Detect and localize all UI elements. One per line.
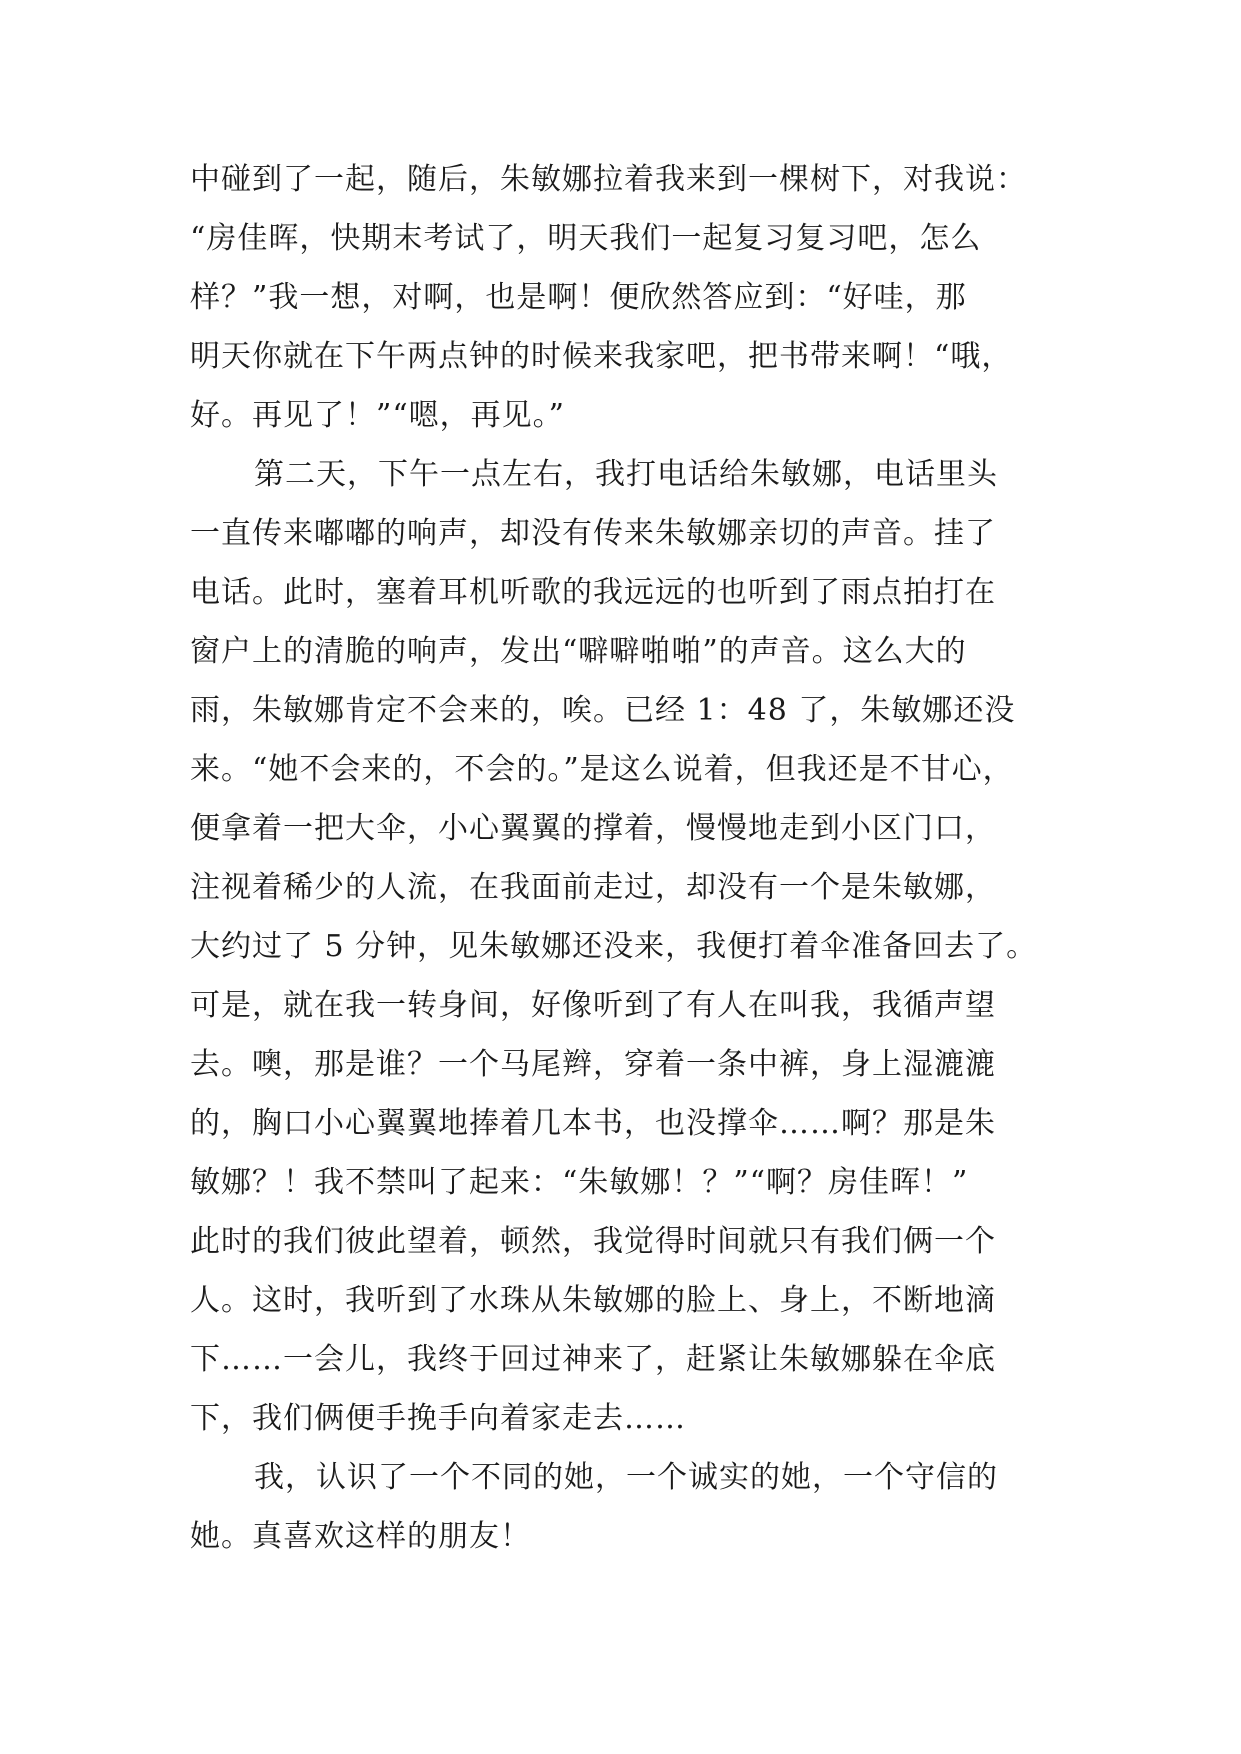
text-line: 下……一会儿，我终于回过神来了，赶紧让朱敏娜躲在伞底 [190,1342,996,1377]
text-line: 可是，就在我一转身间，好像听到了有人在叫我，我循声望 [190,988,996,1023]
text-line: 此时的我们彼此望着，顿然，我觉得时间就只有我们俩一个 [190,1224,996,1259]
text-line: 去。噢，那是谁？一个马尾辫，穿着一条中裤，身上湿漉漉 [190,1047,996,1082]
text-line: 下，我们俩便手挽手向着家走去…… [190,1401,686,1436]
text-line: 第二天，下午一点左右，我打电话给朱敏娜，电话里头 [254,457,998,492]
text-line: “房佳晖，快期末考试了，明天我们一起复习复习吧，怎么 [190,221,982,256]
text-line: 电话。此时，塞着耳机听歌的我远远的也听到了雨点拍打在 [190,575,996,610]
text-line: 敏娜？！我不禁叫了起来：“朱敏娜！？”“啊？房佳晖！” [190,1165,969,1200]
text-line: 人。这时，我听到了水珠从朱敏娜的脸上、身上，不断地滴 [190,1283,996,1318]
text-line: 明天你就在下午两点钟的时候来我家吧，把书带来啊！“哦， [190,339,1013,374]
text-line: 来。“她不会来的，不会的。”是这么说着，但我还是不甘心， [190,752,1014,787]
text-line: 我，认识了一个不同的她，一个诚实的她，一个守信的 [254,1460,998,1495]
text-line: 中碰到了一起，随后，朱敏娜拉着我来到一棵树下，对我说： [190,162,1027,197]
text-line: 好。再见了！”“嗯，再见。” [190,398,566,433]
text-line: 样？”我一想，对啊，也是啊！便欣然答应到：“好哇，那 [190,280,967,315]
text-line: 注视着稀少的人流，在我面前走过，却没有一个是朱敏娜， [190,870,996,905]
text-line: 便拿着一把大伞，小心翼翼的撑着，慢慢地走到小区门口， [190,811,996,846]
paragraph-3 [190,1448,1090,1566]
paragraph-2 [190,445,1090,1448]
text-line: 她。真喜欢这样的朋友！ [190,1519,531,1554]
paragraph-1 [190,150,1090,445]
text-line: 窗户上的清脆的响声，发出“噼噼啪啪”的声音。这么大的 [190,634,967,669]
text-line: 的，胸口小心翼翼地捧着几本书，也没撑伞……啊？那是朱 [190,1106,996,1141]
text-line: 大约过了 5 分钟，见朱敏娜还没来，我便打着伞准备回去了。 [190,929,1038,964]
text-line: 雨，朱敏娜肯定不会来的，唉。已经 1：48 了，朱敏娜还没 [190,693,1016,728]
text-line: 一直传来嘟嘟的响声，却没有传来朱敏娜亲切的声音。挂了 [190,516,996,551]
body-text [190,150,1090,1566]
